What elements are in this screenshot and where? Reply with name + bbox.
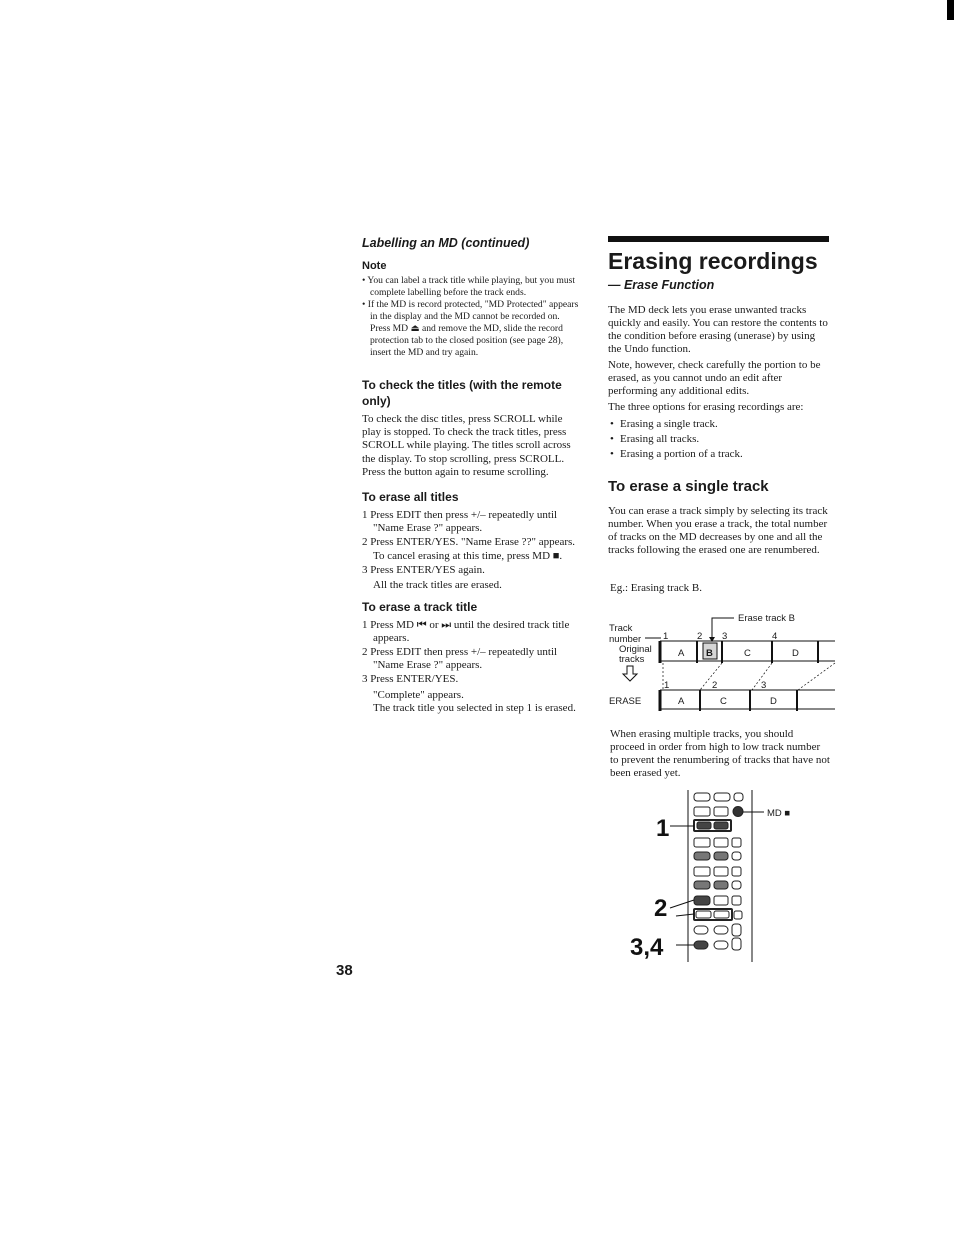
remote-button: [732, 867, 741, 876]
erase-all-step: 1 Press EDIT then press +/– repeatedly until "Name Erase ?" appears.: [362, 509, 558, 535]
erase-title-result: "Complete" appears.: [373, 688, 464, 701]
erase-all-step: 3 Press ENTER/YES again.: [362, 563, 485, 576]
remote-button: [714, 822, 728, 829]
down-arrow-icon: [623, 666, 637, 681]
track-number: 2: [697, 631, 703, 642]
erase-all-step: 2 Press ENTER/YES. "Name Erase ??" appears. To cancel erasing at this time, press MD ■.: [362, 536, 576, 562]
track-number: 1: [663, 631, 669, 642]
track-number: 4: [772, 631, 778, 642]
remote-button: [694, 881, 710, 889]
tracks-label: tracks: [619, 654, 645, 665]
md-stop-button: [733, 807, 743, 817]
md-stop-label: MD ■: [767, 808, 791, 819]
page-title: Erasing recordings: [608, 248, 818, 274]
number-label: number: [609, 634, 642, 645]
option-item: • Erasing all tracks.: [608, 432, 830, 447]
remote-button: [732, 881, 741, 889]
erase-all-heading: To erase all titles: [362, 490, 459, 505]
volume-up-button: [732, 924, 741, 936]
options-lead: The three options for erasing recordings are:: [608, 401, 804, 413]
remote-button: [714, 881, 728, 889]
original-label: Original: [619, 644, 652, 655]
example-text: Eg.: Erasing track B.: [610, 582, 702, 594]
remote-button: [732, 852, 741, 860]
erased-track: C: [720, 696, 727, 707]
section-heading: Labelling an MD (continued): [362, 236, 530, 250]
single-track-body: You can erase a track simply by selecting its track number. When you erase a track, the total number of tracks on the MD decreases by one and all the tracks following the erased one are renumbered.: [608, 505, 828, 556]
remote-button: [714, 852, 728, 860]
multiple-erase-note: When erasing multiple tracks, you should proceed in order from high to low track number to prevent the renumbering of tracks that have not been erased yet.: [610, 728, 830, 779]
remote-button: [734, 793, 743, 801]
erase-title-step: 3 Press ENTER/YES.: [362, 673, 459, 686]
new-track-number: 2: [712, 680, 718, 691]
note-item: • You can label a track title while playing, but you must complete labelling before the track ends.: [362, 275, 576, 298]
check-titles-body: To check the disc titles, press SCROLL while play is stopped. To check the track titles, press SCROLL while playing. The titles scroll across the display. To stop scrolling, press SCROLL. Press the button again to resume scrolling.: [362, 413, 571, 478]
remote-button: [694, 793, 710, 801]
note-heading: Note: [362, 260, 387, 272]
note-continuation: Press MD ⏏ and remove the MD, slide the record protection tab to the closed position (see page 28), insert the MD and try again.: [370, 323, 564, 358]
new-track-number: 1: [664, 680, 670, 691]
remote-button: [696, 911, 711, 918]
callout-number: 1: [656, 815, 670, 842]
option-item: • Erasing a portion of a track.: [608, 447, 830, 462]
remote-button: [714, 867, 728, 876]
caution-text: Note, however, check carefully the portion to be erased, as you cannot undo an edit after performing any additional edits.: [608, 359, 821, 397]
callout-number: 3,4: [630, 934, 664, 961]
remote-button: [734, 911, 742, 919]
remote-button: [714, 911, 729, 918]
edit-button: [694, 896, 710, 905]
erased-track: D: [770, 696, 777, 707]
original-track: B: [706, 648, 713, 659]
erase-title-step: 1 Press MD ⏮ or ⏭ until the desired track title appears.: [362, 618, 570, 644]
original-track: D: [792, 648, 799, 659]
note-item: • If the MD is record protected, "MD Protected" appears in the display and the MD cannot be recorded on.: [362, 299, 579, 322]
erase-all-result: All the track titles are erased.: [373, 579, 502, 592]
single-track-heading: To erase a single track: [608, 478, 769, 495]
callout-line: [670, 900, 694, 908]
right-column: [608, 236, 830, 560]
title-rule: [608, 236, 829, 242]
remote-button: [714, 807, 728, 816]
original-track: A: [678, 648, 685, 659]
erase-diagram: [600, 608, 840, 720]
remote-button: [694, 867, 710, 876]
new-track-number: 3: [761, 680, 767, 691]
track-number: 3: [722, 631, 728, 642]
erase-track-title-heading: To erase a track title: [362, 599, 478, 614]
remote-button: [694, 926, 708, 934]
erase-title-result: The track title you selected in step 1 is erased.: [373, 702, 576, 715]
remote-button: [714, 793, 730, 801]
remote-button: [714, 838, 728, 847]
remote-button: [732, 838, 741, 847]
callout-line: [676, 914, 694, 916]
shift-line: [798, 663, 835, 690]
original-track: C: [744, 648, 751, 659]
callout-number: 2: [654, 895, 668, 922]
remote-button: [714, 941, 728, 949]
option-item: • Erasing a single track.: [608, 417, 830, 432]
remote-illustration: [630, 786, 830, 964]
remote-buttons: [694, 793, 743, 950]
erase-title-step: 2 Press EDIT then press +/– repeatedly until "Name Erase ?" appears.: [362, 645, 558, 672]
left-column: [362, 236, 582, 715]
remote-button: [694, 852, 710, 860]
erased-track: A: [678, 696, 685, 707]
remote-button: [694, 807, 710, 816]
remote-button: [694, 838, 710, 847]
page-subtitle: — Erase Function: [608, 278, 715, 292]
remote-button: [714, 896, 728, 905]
track-label: Track: [609, 623, 633, 634]
remote-button: [697, 822, 711, 829]
enter-yes-button: [694, 941, 708, 949]
erase-row-label: ERASE: [609, 696, 642, 707]
remote-button: [732, 896, 741, 905]
erase-track-label: Erase track B: [738, 613, 796, 624]
volume-down-button: [732, 938, 741, 950]
check-titles-heading: To check the titles (with the remote only): [362, 378, 562, 408]
shift-line: [700, 663, 722, 690]
remote-button: [714, 926, 728, 934]
intro-text: The MD deck lets you erase unwanted tracks quickly and easily. You can restore the contents to the condition before erasing (unerase) by using the Undo function.: [608, 304, 828, 355]
page-number: 38: [336, 962, 353, 979]
page-edge-mark: [947, 0, 954, 20]
